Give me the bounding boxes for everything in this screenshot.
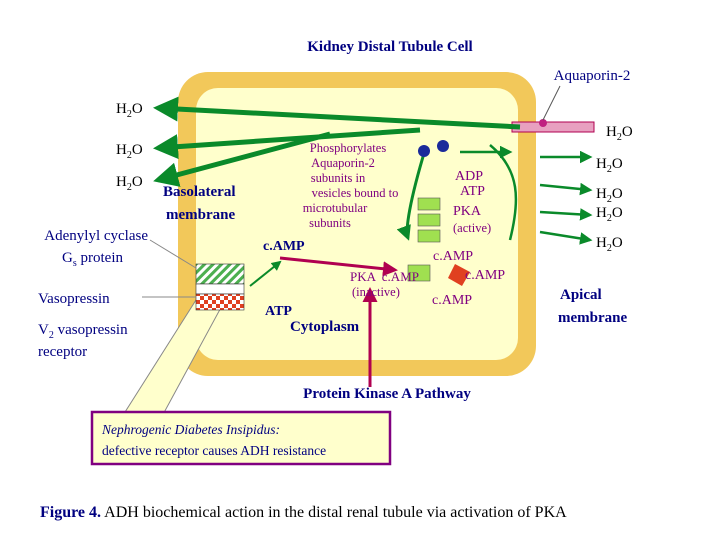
ndi-title: Nephrogenic Diabetes Insipidus:: [102, 422, 280, 437]
basolateral-label-1: Basolateral: [163, 184, 236, 200]
water-arrow-right-2: [540, 185, 590, 190]
aquaporin-marker: [539, 119, 547, 127]
adenylyl-cyclase: [196, 264, 244, 284]
pka-active-box-1: [418, 198, 440, 210]
water-right-1: $H_2O$: [606, 124, 633, 143]
camp-label-2: c.AMP: [433, 249, 474, 264]
gs-protein: [196, 284, 244, 294]
aquaporin-label: Aquaporin-2: [553, 68, 631, 84]
basolateral-label-2: membrane: [166, 207, 236, 223]
receptor-label-2: receptor: [38, 344, 88, 360]
vesicle-label-line-1: Phosphorylates: [309, 141, 387, 155]
vasopressin-receptor: [196, 294, 244, 310]
vesicle-dot-2: [437, 140, 449, 152]
ndi-text: defective receptor causes ADH resistance: [102, 443, 327, 458]
atp-right-label: ATP: [460, 184, 485, 199]
vesicle-label-line-6: subunits: [309, 216, 351, 230]
figure-caption: [40, 504, 567, 521]
vesicle-label-line-5: microtubular: [302, 201, 368, 215]
pka-active-sub: (active): [453, 221, 492, 235]
diagram-title: Kidney Distal Tubule Cell: [307, 39, 473, 55]
pathway-label: Protein Kinase A Pathway: [303, 386, 471, 402]
vesicle-label-line-2: Aquaporin-2: [311, 156, 375, 170]
pka-active-label: PKA: [453, 204, 482, 219]
pka-inactive-sub: (inactive): [352, 285, 400, 299]
water-arrow-right-4: [540, 232, 590, 240]
camp-label: c.AMP: [263, 239, 305, 254]
cytoplasm-label: Cytoplasm: [290, 319, 360, 335]
water-right-5: $H_2O$: [596, 235, 623, 254]
water-right-3: $H_2O$: [596, 186, 623, 205]
water-left-2: $H_2O$: [116, 142, 143, 161]
apical-label-1: Apical: [560, 287, 602, 303]
atp-label: ATP: [265, 304, 292, 319]
aquaporin-channel: [512, 122, 594, 132]
water-arrow-right-3: [540, 212, 590, 215]
adp-label: ADP: [455, 169, 484, 184]
vesicle-label-line-3: subunits in: [310, 171, 366, 185]
pka-active-box-3: [418, 230, 440, 242]
water-right-4: $H_2O$: [596, 205, 623, 224]
camp-label-3: c.AMP: [465, 268, 506, 283]
receptor-label-1: $V_2$ vasopressin: [38, 322, 128, 341]
water-right-2: $H_2O$: [596, 156, 623, 175]
water-left-1: $H_2O$: [116, 101, 143, 120]
pka-active-box-2: [418, 214, 440, 226]
water-left-3: $H_2O$: [116, 174, 143, 193]
figure-number: Figure 4.: [40, 504, 102, 521]
pka-inactive-label: PKA c.AMP: [350, 269, 419, 284]
adenylyl-cyclase-label: Adenylyl cyclase: [44, 228, 148, 244]
vasopressin-label: Vasopressin: [38, 291, 110, 307]
vesicle-dot-1: [418, 145, 430, 157]
aquaporin-label-pointer: [543, 86, 560, 120]
apical-label-2: membrane: [558, 310, 628, 326]
figure-text: ADH biochemical action in the distal renal tubule via activation of PKA: [101, 504, 567, 521]
gs-protein-label: $G_s$ protein: [62, 250, 123, 269]
camp-label-4: c.AMP: [432, 293, 473, 308]
vesicle-label-line-4: vesicles bound to: [311, 186, 399, 200]
